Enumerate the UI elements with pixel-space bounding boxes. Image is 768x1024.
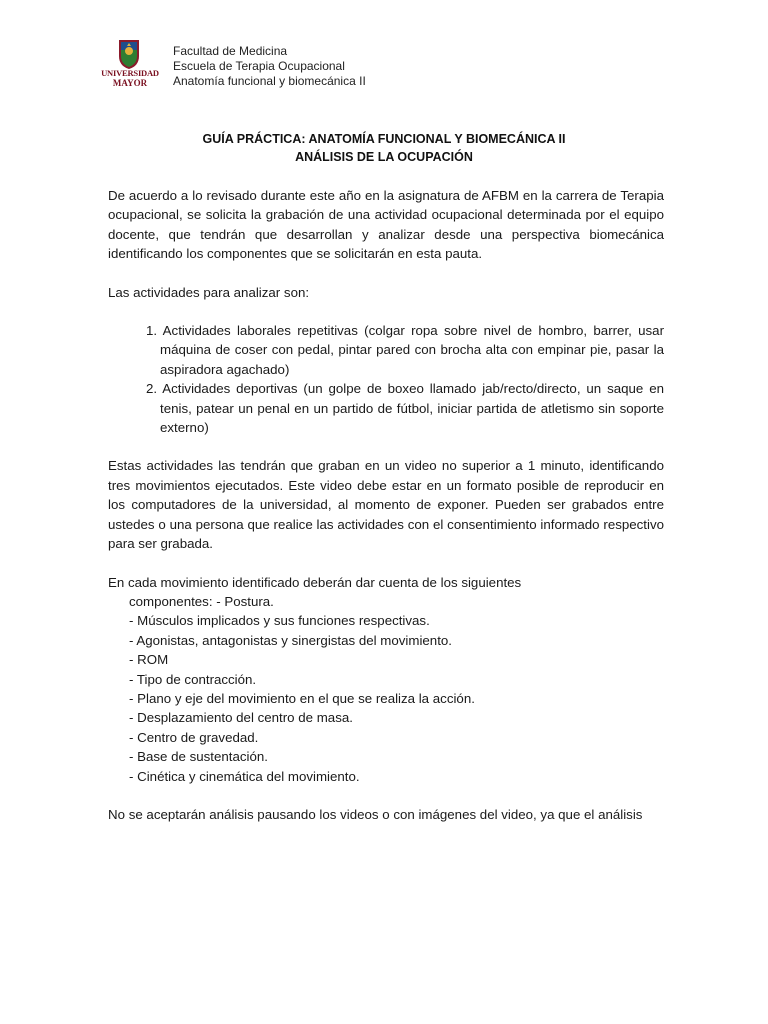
list-item xyxy=(130,321,664,379)
components-intro: En cada movimiento identificado deberán dar cuenta de los siguientes xyxy=(108,574,522,590)
list-item: - ROM xyxy=(129,652,169,668)
intro-paragraph: De acuerdo a lo revisado durante este año en la asignatura de AFBM en la carrera de Terapia ocupacional, se solicita la grabación de una actividad ocupacional determinada por el equipo docente, que tendrán que desarrollan y analizar desde una perspectiva biomecánica identificando los componentes que se solicitarán en esta pauta. xyxy=(108,188,664,262)
list-item: - Base de sustentación. xyxy=(129,749,268,765)
list-number: 1. xyxy=(146,323,158,339)
header-course: Anatomía funcional y biomecánica II xyxy=(173,74,366,88)
list-text: Actividades laborales repetitivas (colgar ropa sobre nivel de hombro, barrer, usar máquina de coser con pedal, pintar pared con brocha alta con empinar pie, pasar la aspiradora agachado) xyxy=(160,323,664,377)
header-school: Escuela de Terapia Ocupacional xyxy=(173,59,345,73)
list-number: 2. xyxy=(146,381,158,397)
list-item: - Músculos implicados y sus funciones respectivas. xyxy=(129,613,430,629)
list-item: - Agonistas, antagonistas y sinergistas del movimiento. xyxy=(129,632,452,648)
list-text: Actividades deportivas (un golpe de boxeo llamado jab/recto/directo, un saque en tenis, patear un penal en un partido de fútbol, iniciar partida de atletismo sin soporte externo) xyxy=(160,381,665,436)
university-logo-wordmark xyxy=(100,68,160,88)
activities-intro: Las actividades para analizar son: xyxy=(108,284,310,300)
list-item: - Desplazamiento del centro de masa. xyxy=(129,710,353,726)
components-list xyxy=(108,592,664,786)
list-item: - Tipo de contracción. xyxy=(129,671,257,687)
logo-line-1: UNIVERSIDAD xyxy=(101,68,159,78)
document-title xyxy=(0,130,768,166)
document-header xyxy=(173,44,366,89)
list-item: - Cinética y cinemática del movimiento. xyxy=(129,768,360,784)
closing-paragraph: No se aceptarán análisis pausando los videos o con imágenes del video, ya que el análisis xyxy=(108,806,643,822)
list-item: componentes: - Postura. xyxy=(129,593,274,609)
list-item: - Plano y eje del movimiento en el que se realiza la acción. xyxy=(129,690,475,706)
document-body xyxy=(108,186,664,824)
title-line-2: ANÁLISIS DE LA OCUPACIÓN xyxy=(295,150,473,164)
video-paragraph: Estas actividades las tendrán que graban en un video no superior a 1 minuto, identificando tres movimientos ejecutados. Este video debe estar en un formato posible de reproducir en los computadores de la universidad, al momento de exponer. Pueden ser grabados entre ustedes o una persona que realice las actividades con el consentimiento informado respectivo para ser grabada. xyxy=(108,458,664,552)
list-item: - Centro de gravedad. xyxy=(129,729,259,745)
title-line-1: GUÍA PRÁCTICA: ANATOMÍA FUNCIONAL Y BIOMECÁNICA II xyxy=(202,132,566,146)
activities-list xyxy=(108,321,664,437)
header-faculty: Facultad de Medicina xyxy=(173,44,288,58)
logo-line-2: MAYOR xyxy=(112,78,148,88)
list-item xyxy=(130,379,664,437)
